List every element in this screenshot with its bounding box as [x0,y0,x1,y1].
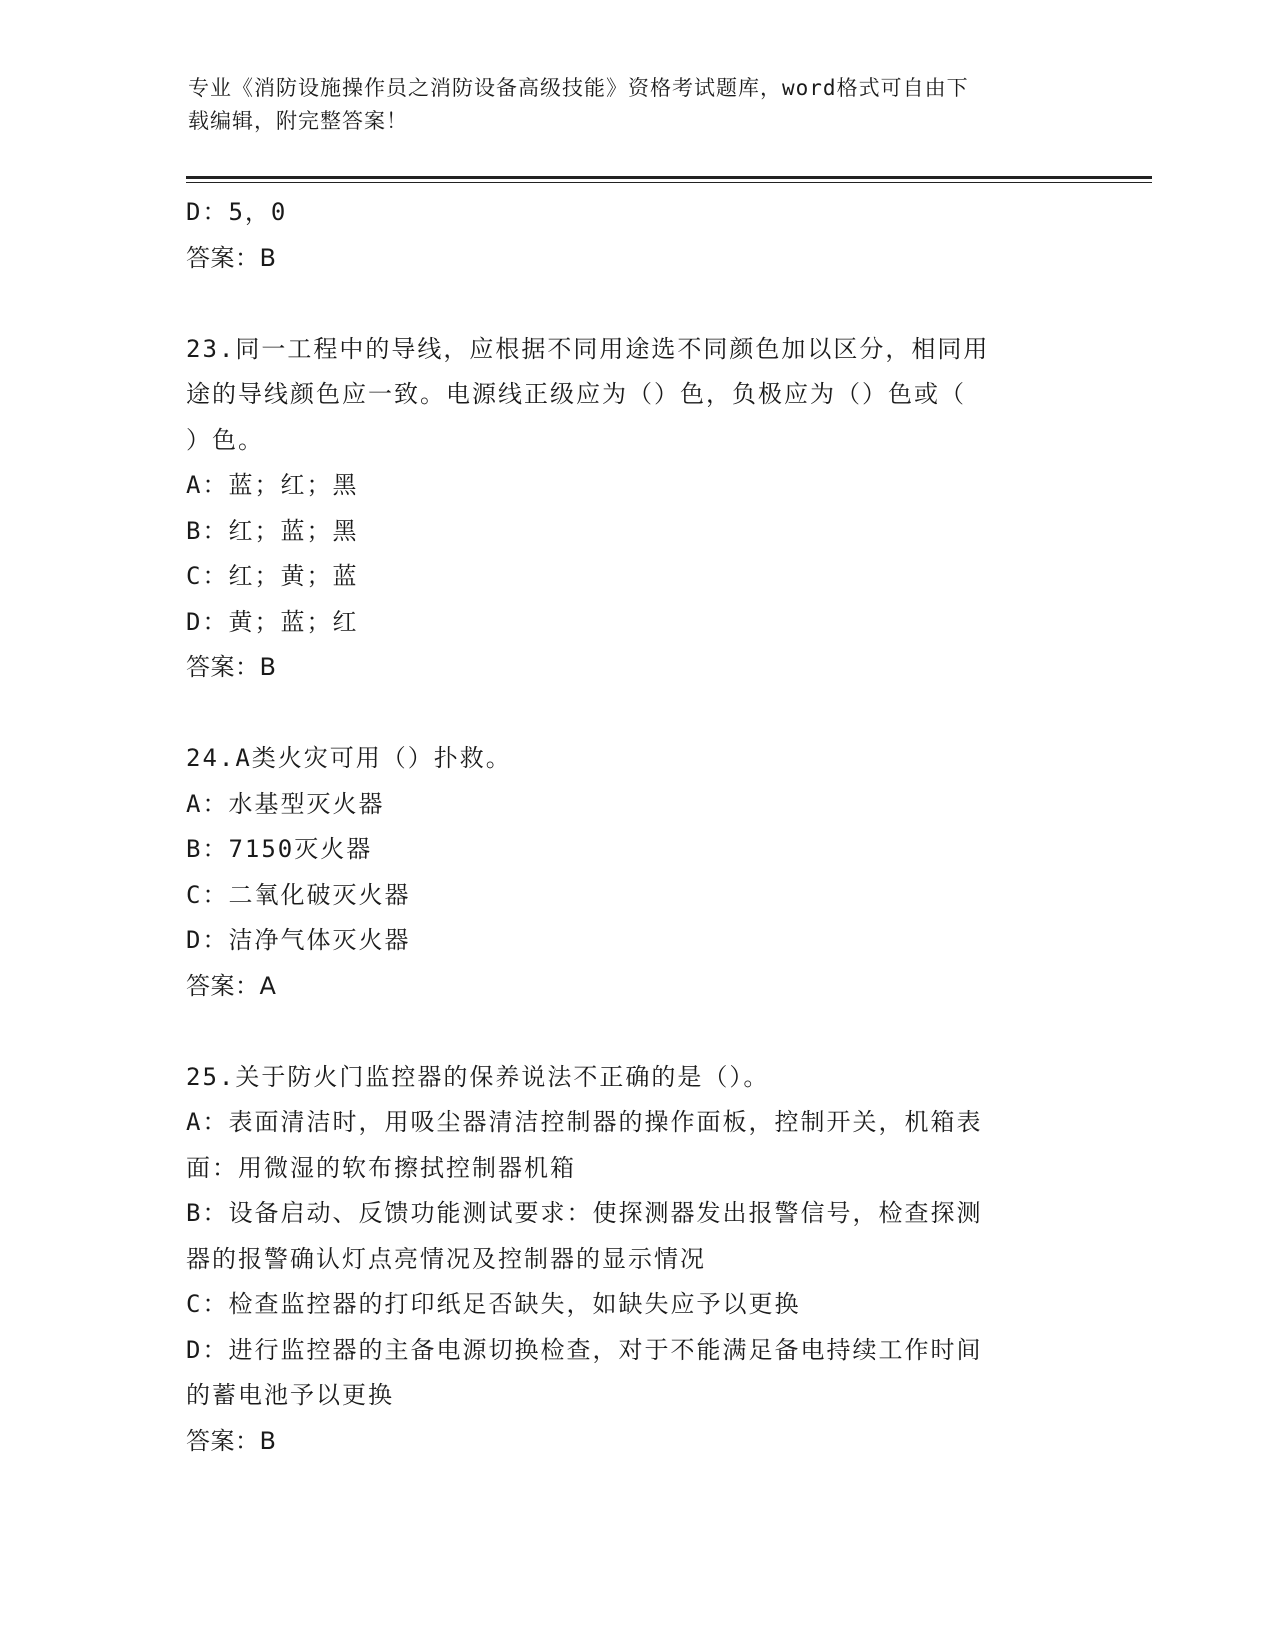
option-d: D：洁净气体灭火器 [186,926,411,954]
option-c: C：红；黄；蓝 [186,562,359,590]
option-a-continued: 面：用微湿的软布擦拭控制器机箱 [186,1153,576,1182]
option-b: B：7150灭火器 [186,835,373,863]
question-text-line: 25.关于防火门监控器的保养说法不正确的是（）。 [186,1062,770,1091]
header-rule-thin [186,182,1152,183]
option-c: C：检查监控器的打印纸足否缺失，如缺失应予以更换 [186,1290,801,1318]
page-header [188,72,1078,138]
question-text-line: ）色。 [186,425,264,454]
prev-option-d: D：5，0 [186,198,288,226]
answer: 答案：B [186,653,277,681]
answer: 答案：A [186,971,277,1000]
option-d-continued: 的蓄电池予以更换 [186,1381,394,1409]
option-b: B：红；蓝；黑 [186,516,359,545]
option-d: D：黄；蓝；红 [186,607,359,636]
header-rule-thick [186,176,1152,179]
option-a: A：蓝；红；黑 [186,471,359,499]
option-a: A：表面清洁时，用吸尘器清洁控制器的操作面板，控制开关，机箱表 [186,1108,983,1136]
question-25 [186,1055,1086,1465]
question-text-line: 23.同一工程中的导线，应根据不同用途选不同颜色加以区分，相同用 [186,334,990,363]
option-a: A：水基型灭火器 [186,789,385,818]
header-line-1: 专业《消防设施操作员之消防设备高级技能》资格考试题库，word格式可自由下 [188,76,969,100]
document-body [186,190,1086,1464]
header-line-2: 载编辑，附完整答案！ [188,109,408,133]
prev-answer: 答案：B [186,243,277,272]
option-b: B：设备启动、反馈功能测试要求：使探测器发出报警信号，检查探测 [186,1199,983,1227]
question-23 [186,327,1086,691]
option-d: D：进行监控器的主备电源切换检查，对于不能满足备电持续工作时间 [186,1335,983,1364]
question-24 [186,736,1086,1009]
option-b-continued: 器的报警确认灯点亮情况及控制器的显示情况 [186,1244,706,1273]
question-text-line: 24.A类火灾可用（）扑救。 [186,744,512,772]
option-c: C：二氧化破灭火器 [186,880,411,909]
answer: 答案：B [186,1426,277,1455]
question-text-line: 途的导线颜色应一致。电源线正级应为（）色，负极应为（）色或（ [186,380,966,408]
